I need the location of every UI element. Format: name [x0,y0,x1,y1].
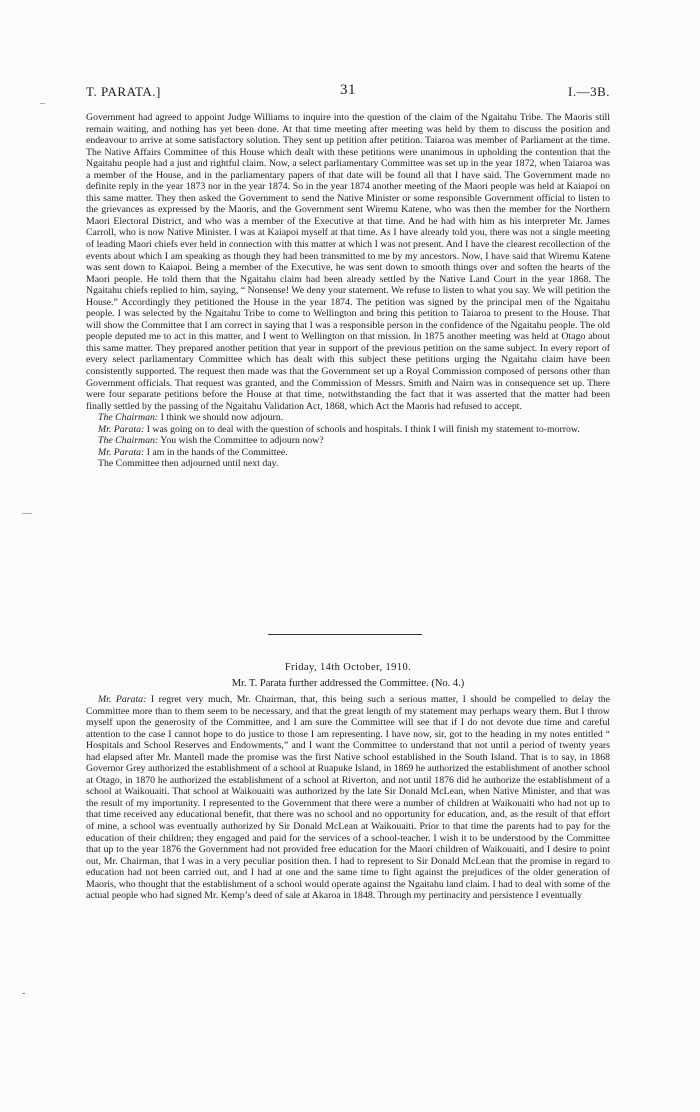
section-subheading: Mr. T. Parata further addressed the Committee. (No. 4.) [231,678,465,689]
section-divider [268,634,422,635]
page-header [86,84,610,104]
paragraph: Government had agreed to appoint Judge Williams to inquire into the question of the claim of the Ngaitahu Tribe. The Maoris still remain waiting, and nothing has yet been done. At that time meeting after meeting was held by them to discuss the position and endeavour to arrive at some satisfactory solution. They sent up petition after petition. Taiaroa was member of Parliament at the time. The Native Affairs Committee of this House which dealt with these petitions were unanimous in upholding the contention that the Ngaitahu people had a just and rightful claim. Now, a select parliamentary Committee was set up in the year 1872, when Taiaroa was a member of the House, and in the parliamentary papers of that date will be found all that I have said. The Government made no definite reply in the year 1873 nor in the year 1874. So in the year 1874 another meeting of the Maori people was held at Kaiapoi on this same matter. They then asked the Government to send the Native Minister or some responsible Government official to listen to the grievances as expressed by the Maoris, and the Government sent Wiremu Katene, who was then the member for the Northern Maori Electoral District, and who was a member of the Executive at that time. And he had with him as his interpreter Mr. James Carroll, who is now Native Minister. I was at Kaiapoi myself at that time. As I have already told you, there was not a single meeting of leading Maori chiefs ever held in connection with this matter at which I was not present. And I have the clearest recollection of the events about which I am speaking as though they had been transmitted to me by my ancestors. Now, I have said that Wiremu Katene was sent down to Kaiapoi. Being a member of the Executive, he was sent down to smooth things over and soften the hearts of the Maori people. He told them that the Ngaitahu claim had been already settled by the Native Land Court in the year 1868. The Ngaitahu chiefs replied to him, saying, “ Nonsense! We deny your statement. We refuse to listen to what you say. We will petition the House.” Accordingly they petitioned the House in the year 1874. The petition was signed by the principal men of the Ngaitahu people. I was selected by the Ngaitahu Tribe to come to Wellington and bring this petition to Taiaroa to present to the House. That will show the Committee that I am correct in saying that I was a responsible person in the confidence of the Ngaitahu people. The old people deputed me to act in this matter, and I went to Wellington on that mission. In 1875 another meeting was held at Otago about this same matter. They prepared another petition that year in support of the previous petition on the same subject. In every report of every select parliamentary Committee which has dealt with this subject these petitions urging the Ngaitahu claim have been consistently supported. The request then made was that the Government set up a Royal Commission composed of persons other than Government officials. That request was granted, and the Commission of Messrs. Smith and Nairn was in consequence set up. There were four separate petitions before the House at that time, notwithstanding the fact that it was asserted that the matter had been finally settled by the passing of the Ngaitahu Validation Act, 1868, which Act the Maoris had refused to accept. [86,112,610,412]
speaker-name: The Chairman: [98,435,159,447]
closing-line: The Committee then adjourned until next day. [98,458,279,470]
header-speaker: T. PARATA.] [86,84,161,99]
section-2-body [86,694,610,902]
remark-text: I was going on to deal with the question of schools and hospitals. I think I will finish my statement to-morrow. [144,423,580,435]
section-date: Friday, 14th October, 1910. [284,662,412,673]
chairman-remark [86,435,610,447]
remark-text: I think we should now adjourn. [158,412,284,424]
speaker-name: Mr. Parata: [98,694,147,705]
statement-text: I regret very much, Mr. Chairman, that, this being such a serious matter, I should be compelled to delay the Committee more than to them seem to be necessary, and that the great length of my statement may perhaps weary them. But I throw myself upon the generosity of the Committee, and I am sure the Committee will see that if I do not devote due time and careful attention to the case I cannot hope to do justice to those I am representing. I have now, sir, got to the heading in my notes entitled “ Hospitals and School Reserves and Endowments,” and I want the Committee to understand that not until a period of twenty years had elapsed after Mr. Mantell made the promise was the first Native school established in the South Island. That is to say, in 1868 Governor Grey authorized the establishment of a school at Ruapuke Island, in 1869 he authorized the establishment of another school at Otago, in 1870 he authorized the establishment of a school at Riverton, and not until 1876 did he authorize the establishment of a school at Waikouaiti. That school at Waikouaiti was authorized by the late Sir Donald McLean, when Native Minister, and that was the result of my importunity. I represented to the Government that there were a number of children at Waikouaiti who had not up to that time received any educational benefit, that there was no school and no opportunity for education, and, as the result of that effort of mine, a school was eventually authorized by Sir Donald McLean at Waikouaiti. Prior to that time the parents had to pay for the education of their children; they engaged and paid for the services of a school-teacher. I wish it to be understood by the Committee that up to the year 1876 the Government had not provided free education for the Maori children of Waikouaiti, and I desire to point out, Mr. Chairman, that I was in a very peculiar position then. I had to represent to Sir Donald McLean that the promise in regard to education had not been carried out, and I had at one and the same time to fight against the prejudices of the older generation of Maoris, who thought that the establishment of a school would operate against the Ngaitahu land claim. I had to deal with some of the actual people who had signed Mr. Kemp’s deed of sale at Akaroa in 1848. Through my pertinacity and persistence I eventually [86,694,610,902]
speaker-name: Mr. Parata: [98,423,145,435]
page-number: 31 [340,82,356,98]
remark-text: I am in the hands of the Committee. [144,446,288,458]
chairman-remark [86,412,610,424]
section-1-body [86,112,610,470]
margin-mark: – [40,98,45,109]
parata-remark [86,424,610,436]
speaker-name: The Chairman: [98,412,159,424]
paper-reference: I.—3B. [568,84,610,99]
remark-text: You wish the Committee to adjourn now? [158,435,324,447]
speaker-name: Mr. Parata: [98,446,145,458]
margin-mark: — [22,508,32,519]
parata-remark [86,447,610,459]
parata-statement [86,694,610,902]
margin-mark: - [22,988,26,999]
